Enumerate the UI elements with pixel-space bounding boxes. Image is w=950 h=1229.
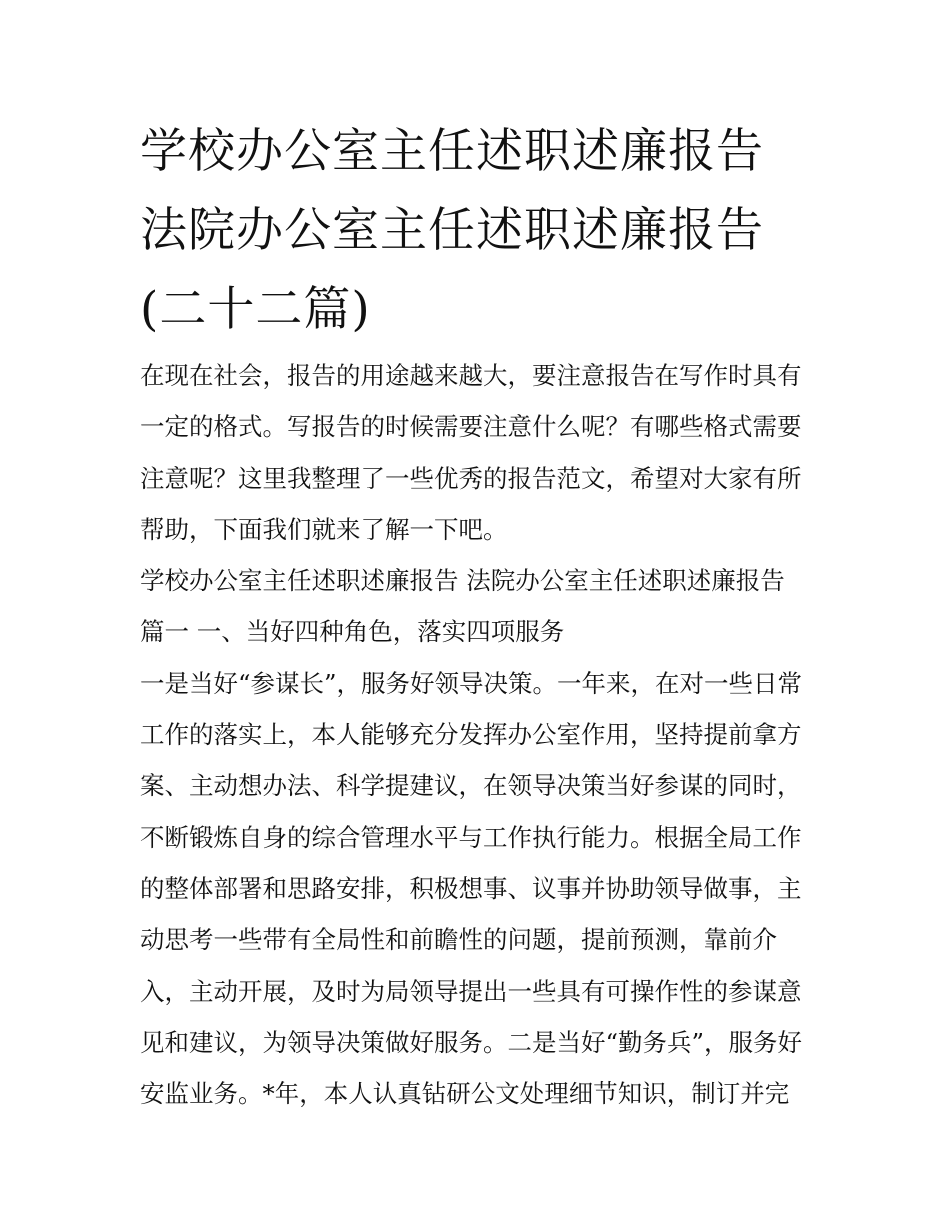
body-line: 工作的落实上，本人能够充分发挥办公室作用，坚持提前拿方 (140, 720, 802, 750)
body-line: 一是当好“参谋长”，服务好领导决策。一年来，在对一些日常 (140, 668, 803, 698)
body-line: 动思考一些带有全局性和前瞻性的问题，提前预测，靠前介 (140, 925, 777, 955)
body-line: 篇一 一、当好四种角色，落实四项服务 (140, 617, 565, 647)
body-line: 注意呢？这里我整理了一些优秀的报告范文，希望对大家有所 (140, 463, 802, 493)
title-line-1: 学校办公室主任述职述廉报告 (140, 124, 764, 179)
body-line: 安监业务。*年，本人认真钻研公文处理细节知识，制订并完 (140, 1079, 790, 1109)
body-line: 学校办公室主任述职述廉报告 法院办公室主任述职述廉报告 (140, 566, 785, 596)
body-line: 入，主动开展，及时为局领导提出一些具有可操作性的参谋意 (140, 976, 802, 1006)
body-line: 在现在社会，报告的用途越来越大，要注意报告在写作时具有 (140, 361, 802, 390)
body-line: 案、主动想办法、科学提建议，在领导决策当好参谋的同时， (140, 771, 802, 801)
title-line-2: 法院办公室主任述职述廉报告 (140, 203, 764, 258)
document-title (140, 112, 830, 349)
title-line-3: (二十二篇) (140, 282, 371, 337)
body-line: 一定的格式。写报告的时候需要注意什么呢？有哪些格式需要 (140, 412, 802, 442)
body-line: 的整体部署和思路安排，积极想事、议事并协助领导做事，主 (140, 873, 802, 903)
body-line: 不断锻炼自身的综合管理水平与工作执行能力。根据全局工作 (140, 822, 802, 852)
body-line: 帮助，下面我们就来了解一下吧。 (140, 514, 508, 544)
body-line: 见和建议，为领导决策做好服务。二是当好“勤务兵”，服务好 (140, 1027, 803, 1057)
document-body (140, 350, 820, 1119)
